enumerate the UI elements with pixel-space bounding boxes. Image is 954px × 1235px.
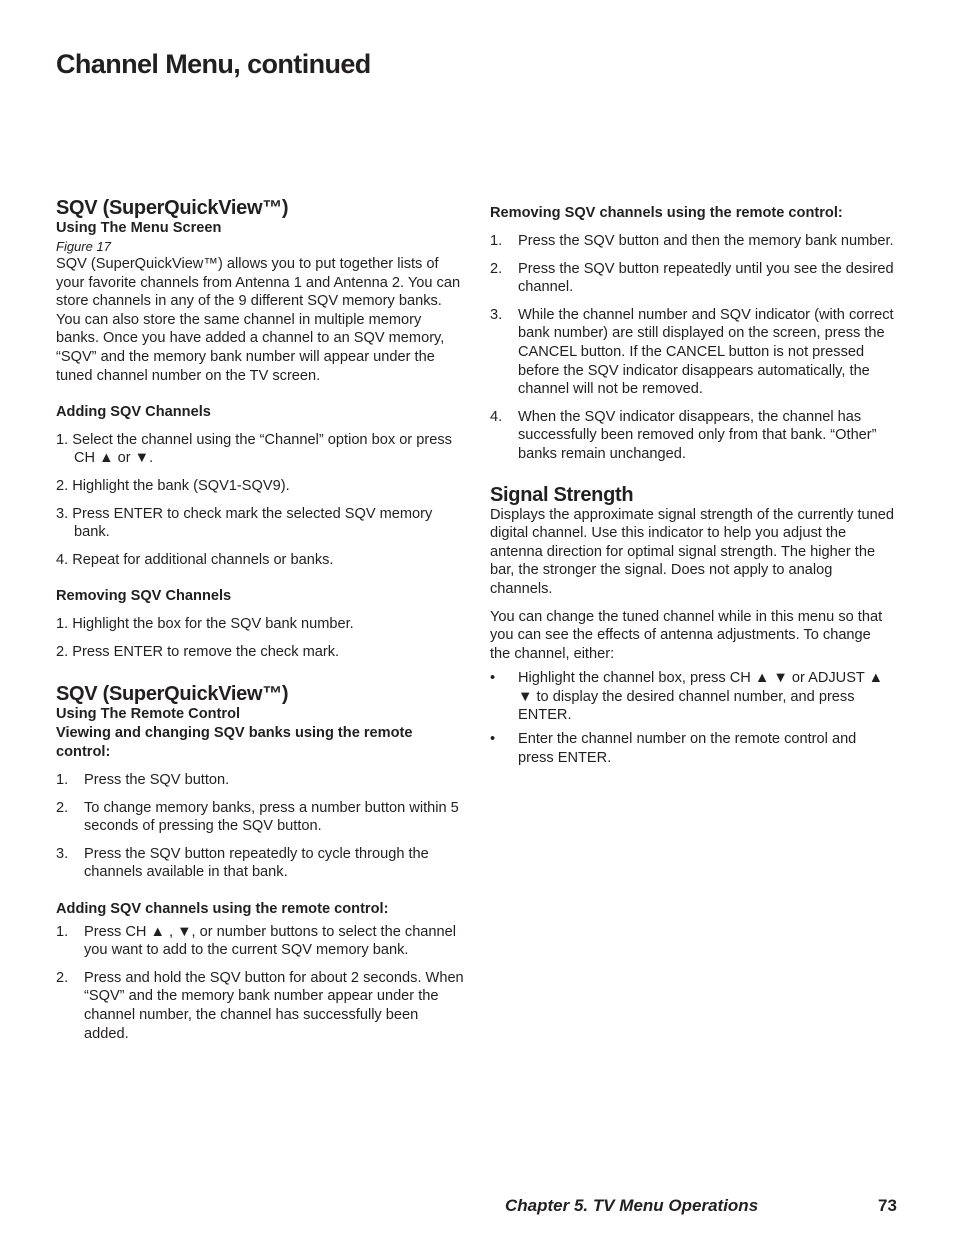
list-number: 2.	[56, 643, 69, 660]
footer-chapter: Chapter 5. TV Menu Operations	[505, 1196, 759, 1215]
left-column	[56, 197, 466, 1052]
sqv-remote-subheading: Using The Remote Control	[56, 706, 241, 723]
list-number: 3.	[56, 505, 69, 522]
list-text: Press CH ▲ , ▼, or number buttons to select the channel you want to add to the current SQV memory bank.	[84, 923, 457, 959]
list-item	[56, 477, 466, 496]
figure-reference: Figure 17	[56, 239, 111, 254]
list-item	[56, 615, 466, 634]
list-item	[56, 431, 466, 468]
list-item	[490, 260, 895, 297]
list-number: 2.	[56, 969, 69, 986]
sqv-remote-section	[56, 683, 466, 1043]
list-text: Select the channel using the “Channel” option box or press CH ▲ or ▼.	[72, 431, 452, 467]
list-text: Press and hold the SQV button for about 2 seconds. When “SQV” and the memory bank number appear under the channel number, the channel has successfully been added.	[84, 969, 464, 1042]
list-text: Press ENTER to check mark the selected SQV memory bank.	[72, 505, 433, 541]
list-number: 4.	[56, 551, 69, 568]
signal-strength-heading: Signal Strength	[490, 483, 634, 506]
list-number: 1.	[56, 615, 69, 632]
list-item	[56, 923, 466, 960]
list-item	[490, 408, 895, 464]
removing-sqv-label: Removing SQV Channels	[56, 588, 232, 605]
list-text: Press the SQV button repeatedly until you see the desired channel.	[518, 260, 894, 296]
list-number: 3.	[490, 306, 503, 323]
sqv-menu-section	[56, 197, 466, 661]
sqv-menu-intro: SQV (SuperQuickView™) allows you to put together lists of your favorite channels from Antenna 1 and Antenna 2. You can store channels in any of the 9 different SQV memory banks. You can also store the same channel in multiple memory banks. Once you have added a channel to an SQV memory, “SQV” and the memory bank number will appear under the tuned channel number on the TV screen.	[56, 256, 461, 384]
list-text: Highlight the box for the SQV bank number.	[72, 615, 354, 632]
sqv-menu-heading: SQV (SuperQuickView™)	[56, 197, 289, 219]
list-text: Press ENTER to remove the check mark.	[72, 643, 340, 660]
list-text: When the SQV indicator disappears, the channel has successfully been removed only from that bank. “Other” banks remain unchanged.	[518, 408, 877, 462]
list-number: 1.	[56, 431, 69, 448]
list-item	[56, 969, 466, 1043]
signal-bullet-list	[490, 669, 895, 767]
list-item	[56, 505, 466, 542]
list-number: 2.	[490, 260, 503, 277]
right-column	[490, 204, 895, 776]
sqv-menu-subheading: Using The Menu Screen	[56, 220, 222, 236]
viewing-sqv-list	[56, 771, 466, 882]
list-text: Highlight the channel box, press CH ▲ ▼ or ADJUST ▲ ▼ to display the desired channel number, and press ENTER.	[518, 670, 884, 724]
list-item	[56, 799, 466, 836]
list-text: Press the SQV button.	[84, 772, 230, 789]
list-text: While the channel number and SQV indicator (with correct bank number) are still displayed on the screen, press the CANCEL button. If the CANCEL button is not pressed before the SQV indicator disappears automatically, the channel will not be removed.	[518, 306, 894, 398]
list-item	[490, 730, 895, 767]
adding-sqv-label: Adding SQV Channels	[56, 404, 211, 421]
list-number: 2.	[56, 477, 69, 494]
list-text: Repeat for additional channels or banks.	[72, 551, 334, 568]
list-number: 4.	[490, 408, 503, 425]
signal-strength-para2: You can change the tuned channel while in this menu so that you can see the effects of antenna adjustments. To change the channel, either:	[490, 608, 883, 662]
list-number: 1.	[56, 772, 69, 789]
page-title: Channel Menu, continued	[56, 49, 371, 79]
list-number: 1.	[490, 233, 503, 249]
signal-strength-para1: Displays the approximate signal strength of the currently tuned digital channel. Use this indicator to help you adjust the antenna direction for optimal signal strength. The higher the bar, the stronger the signal. Does not apply to analog channels.	[490, 506, 894, 597]
viewing-sqv-label: Viewing and changing SQV banks using the remote control:	[56, 725, 413, 761]
list-text: Press the SQV button and then the memory bank number.	[518, 233, 894, 249]
list-item	[56, 551, 466, 570]
list-text: Highlight the bank (SQV1-SQV9).	[72, 477, 290, 494]
list-number: 2.	[56, 799, 69, 816]
list-item	[490, 306, 895, 399]
list-text: Enter the channel number on the remote control and press ENTER.	[518, 731, 857, 766]
adding-remote-list	[56, 923, 466, 1044]
adding-sqv-list	[56, 431, 466, 570]
list-text: To change memory banks, press a number button within 5 seconds of pressing the SQV button.	[84, 799, 459, 835]
list-item	[56, 771, 466, 790]
list-text: Press the SQV button repeatedly to cycle through the channels available in that bank.	[84, 845, 429, 881]
list-number: 1.	[56, 923, 69, 940]
list-item	[56, 643, 466, 662]
sqv-remote-heading: SQV (SuperQuickView™)	[56, 683, 289, 706]
list-item	[56, 845, 466, 882]
list-item	[490, 232, 895, 251]
bullet-icon: •	[490, 670, 496, 687]
bullet-icon: •	[490, 731, 496, 748]
removing-remote-label: Removing SQV channels using the remote control:	[490, 205, 843, 221]
list-item	[490, 669, 895, 725]
adding-remote-label: Adding SQV channels using the remote control:	[56, 901, 389, 918]
signal-strength-section	[490, 484, 895, 768]
removing-sqv-list	[56, 615, 466, 661]
removing-remote-list	[490, 232, 895, 464]
list-number: 3.	[56, 845, 69, 862]
page-number: 73	[878, 1196, 897, 1215]
